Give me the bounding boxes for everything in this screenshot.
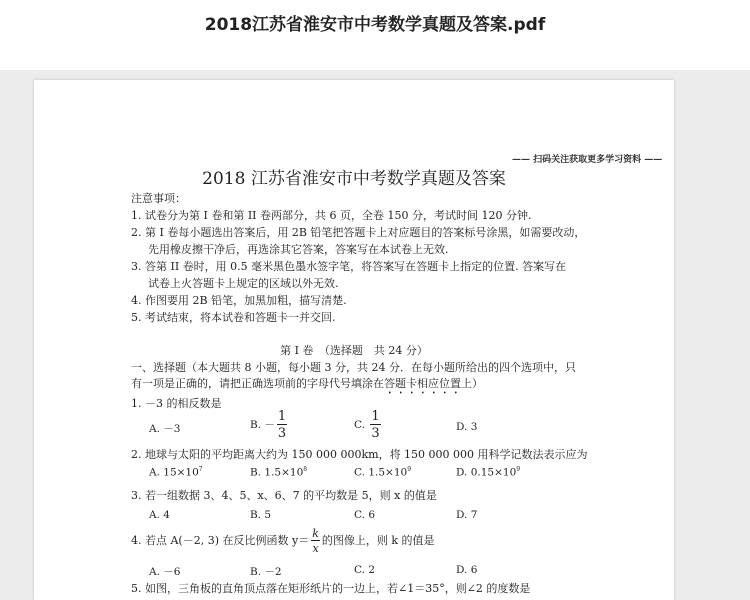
question-3-stem: 3. 若一组数据 3、4、5、x、6、7 的平均数是 5，则 x 的值是: [131, 489, 437, 502]
q2-option-d: D. $0.15\times 10^9$: [456, 466, 521, 479]
q1-option-c: C. $\frac{1}{3}$: [354, 409, 380, 441]
q4-option-b: B. －2: [250, 566, 282, 578]
emphasis-text: 答题卡相应位置: [384, 377, 461, 390]
q3-option-a: A. 4: [149, 509, 170, 521]
notice-line: 3. 答第 II 卷时，用 0.5 毫米黑色墨水签字笔，将答案写在答题卡上指定的位置. 答案写在: [131, 260, 567, 273]
section-title: 第 I 卷 （选择题 共 24 分）: [280, 344, 428, 357]
exam-title: 2018 江苏省淮安市中考数学真题及答案: [202, 169, 506, 189]
fraction: $\frac{k}{x}$: [312, 527, 319, 555]
notice-line: 2. 第 I 卷每小题选出答案后，用 2B 铅笔把答题卡上对应题目的答案标号涂黑，如需要改动，: [131, 226, 586, 239]
q1-option-d: D. 3: [456, 421, 478, 433]
fraction: $\frac{1}{3}$: [277, 409, 287, 441]
watermark-text: —— 扫码关注获取更多学习资料 ——: [512, 155, 663, 165]
part1-intro: 有一项是正确的，请把正确选项前的字母代号填涂在答题卡相应位置上）: [131, 377, 483, 390]
file-title: 2018江苏省淮安市中考数学真题及答案.pdf: [204, 15, 546, 35]
q4-option-d: D. 6: [456, 564, 478, 576]
part1-intro: 一、选择题（本大题共 8 小题，每小题 3 分，共 24 分．在每小题所给出的四个选项中，只: [131, 361, 576, 374]
q3-option-d: D. 7: [456, 509, 478, 521]
q2-option-a: A. $15\times 10^7$: [149, 466, 203, 479]
q1-option-a: A. －3: [149, 423, 181, 435]
q4-option-c: C. 2: [354, 564, 376, 576]
notice-line: 5. 考试结束，将本试卷和答题卡一并交回.: [131, 311, 336, 324]
pdf-page: [34, 80, 674, 600]
q3-option-b: B. 5: [250, 509, 272, 521]
q2-option-c: C. $1.5\times 10^9$: [354, 466, 412, 479]
notice-line: 先用橡皮擦干净后，再选涂其它答案，答案写在本试卷上无效.: [148, 243, 449, 256]
notice-line: 试卷上火答题卡上规定的区域以外无效.: [148, 277, 339, 290]
question-4-stem: 4. 若点 A(－2, 3) 在反比例函数 y＝ $\frac{k}{x}$ 的图像上，则 k 的值是: [131, 527, 435, 555]
q4-option-a: A. －6: [149, 566, 181, 578]
fraction: $\frac{1}{3}$: [371, 409, 380, 441]
notice-line: 4. 作图要用 2B 铅笔，加黑加粗，描写清楚.: [131, 294, 347, 307]
notice-heading: 注意事项：: [131, 192, 186, 205]
question-5-stem: 5. 如图，三角板的直角顶点落在矩形纸片的一边上，若∠1＝35°，则∠2 的度数是: [131, 582, 531, 595]
viewer-top-bar: [0, 0, 750, 70]
question-1-stem: 1. －3 的相反数是: [131, 397, 222, 410]
q2-option-b: B. $1.5\times 10^8$: [250, 466, 308, 479]
notice-line: 1. 试卷分为第 I 卷和第 II 卷两部分，共 6 页，全卷 150 分，考试时间 120 分钟.: [131, 209, 532, 222]
q1-option-b: B. － $\frac{1}{3}$: [250, 409, 287, 441]
question-2-stem: 2. 地球与太阳的平均距离大约为 150 000 000km，将 150 000 000 用科学记数法表示应为: [131, 448, 588, 461]
q3-option-c: C. 6: [354, 509, 376, 521]
